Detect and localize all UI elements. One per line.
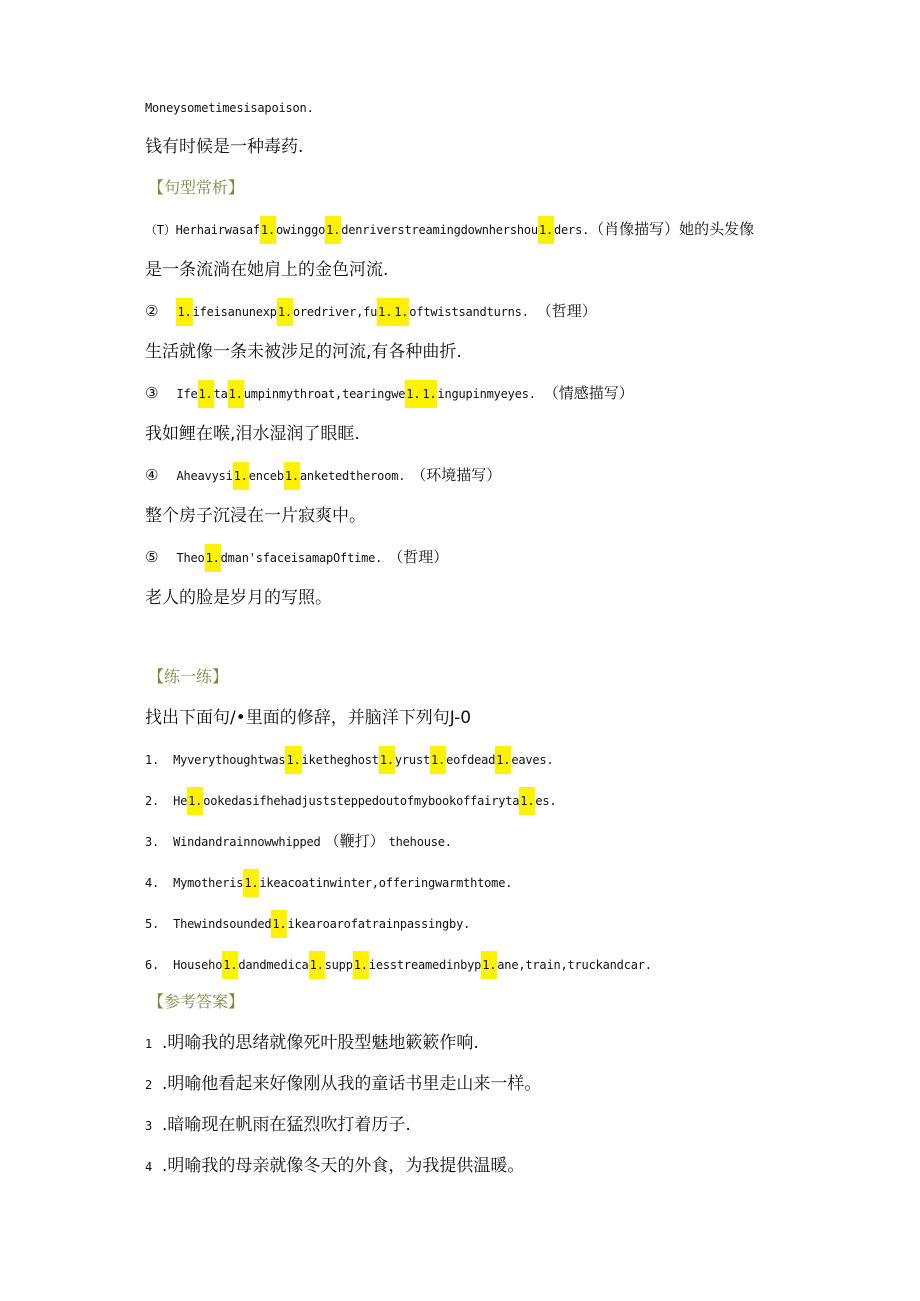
section-heading-practice: 【练一练】 (148, 667, 229, 686)
sentence-5-translation: 老人的脸是岁月的写照。 (145, 588, 332, 608)
section-heading-sentence-analysis: 【句型常析】 (148, 178, 245, 197)
exercise-6: 6. Househo1.dandmedica1.supp1.iesstreamedinbyp1.ane,train,truckandcar. (145, 954, 652, 975)
exercise-3: 3. Windandrainnowwhipped （鞭打） thehouse. (145, 832, 452, 850)
exercise-1: 1. Myverythoughtwas1.iketheghost1.yrust1.eofdead1.eaves. (145, 749, 553, 770)
exercise-4: 4. Mymotheris1.ikeacoatinwinter,offeringwarmthtome. (145, 872, 512, 893)
sentence-3: ③ Ife1.ta1.umpinmythroat,tearingwe1. 1.ingupinmyeyes. （情感描写） (145, 383, 634, 404)
sentence-1: （T）Herhairwasaf1.owinggo1.denriverstreamingdownhershou1.ders.（肖像描写）她的头发像 (145, 219, 754, 240)
answer-4: 4 .明喻我的母亲就像冬天的外食，为我提供温暖。 (145, 1156, 525, 1176)
sentence-4-translation: 整个房子沉浸在一片寂爽中。 (145, 506, 366, 526)
sentence-2-translation: 生活就像一条未被涉足的河流,有各种曲折. (145, 342, 462, 362)
sentence-2: ② 1.ifeisanunexp1.oredriver,fu1. 1.oftwistsandturns. （哲理） (145, 301, 597, 322)
intro-english: Moneysometimesisapoison. (145, 101, 314, 115)
exercise-2: 2. He1.ookedasifhehadjuststeppedoutofmybookoffairyta1.es. (145, 790, 556, 811)
answer-3: 3 .暗喻现在帆雨在猛烈吹打着历子. (145, 1115, 411, 1135)
intro-chinese: 钱有时候是一种毒药. (145, 137, 304, 157)
sentence-3-translation: 我如鲤在喉,泪水湿润了眼眶. (145, 424, 360, 444)
exercise-5: 5. Thewindsounded1.ikearoarofatrainpassingby. (145, 913, 470, 934)
section-heading-answers: 【参考答案】 (148, 992, 245, 1011)
answer-2: 2 .明喻他看起来好像刚从我的童话书里走山来一样。 (145, 1074, 542, 1094)
sentence-5: ⑤ Theo1.dman'sfaceisamapOftime. （哲理） (145, 547, 448, 568)
sentence-1-translation: 是一条流淌在她肩上的金色河流. (145, 260, 389, 280)
answer-1: 1 .明喻我的思绪就像死叶股型魅地簌簌作响. (145, 1033, 479, 1053)
practice-instruction: 找出下面句/•里面的修辞，并脑洋下列句J-0 (145, 708, 472, 728)
sentence-4: ④ Aheavysi1.enceb1.anketedtheroom. （环境描写） (145, 465, 501, 486)
